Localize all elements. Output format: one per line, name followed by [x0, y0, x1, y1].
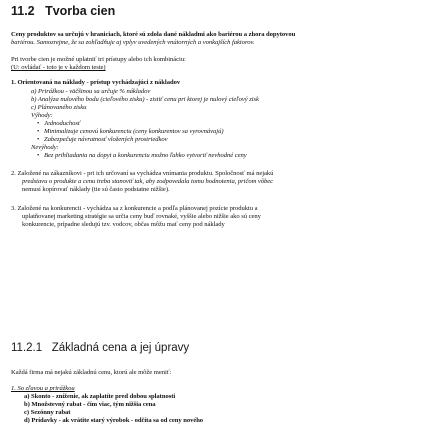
- subsection-title: Základná cena a jej úpravy: [51, 342, 190, 354]
- base-price-item-1: 1. So zľavou a prirážkou: [11, 385, 75, 392]
- base-price-line: Každá firma má nejakú základnú cenu, ktorú ale môže meniť:: [11, 369, 172, 376]
- base-price-item-b: b) Množstevný rabat - čím viac, tým nižšia cena: [24, 401, 156, 408]
- approach-3-line-2: uplatňovanej marketing stratégie sa určia ceny buď rovnaké, vyššie alebo nižšie ako sú ceny: [22, 213, 261, 220]
- approach-3-line-3: konkurencie, prípadne sledujú tzv. vodcov, občas môžu mať ceny pod náklady: [22, 221, 225, 228]
- section-number: 11.2: [11, 4, 35, 18]
- subsection-heading: [11, 342, 189, 354]
- approach-1-item-a: a) Prirážkou - väčšinou sa určuje % nákladov: [31, 88, 151, 95]
- cons-label: Nevýhody:: [31, 144, 59, 151]
- approach-2-line-2: predstavu o produkte a cenu treba stanoviť tak, aby zodpovedala tomu hodnotenia, pričom vôbec: [22, 178, 274, 185]
- base-price-item-c: c) Sezónny rabat: [24, 409, 71, 416]
- approach-1-item-c: c) Plánovaného zisku: [31, 104, 87, 111]
- approach-2-line-3: nemusí kopírovať náklady (tie sú často podstatne nižšie).: [22, 186, 170, 193]
- section-heading: [11, 4, 115, 18]
- approach-2-line-1: 2. Založené na zákazníkovi - pri ich určovaní sa vychádza vnímania produktu. Spoločnosť má nejakú: [11, 170, 274, 177]
- pros-label: Výhody:: [31, 112, 53, 119]
- intro-line-1: Ceny produktov sa určujú v hraniciach, ktoré sú zdola dané nákladmi ako bariérou a zhora dopytovou: [11, 31, 296, 38]
- cons-item: • Bez prihliadania na dopyt a konkurenciu možno ľahko vytvoriť nevhodné ceny: [44, 152, 247, 160]
- approach-1-heading: 1. Orientovaná na náklady - prístup vychádzajúci z nákladov: [11, 79, 181, 86]
- intro-line-2: bariérou. Samozrejme, že sa zohľadňuje aj vplyv uvedených vnútorných a vonkajších faktorov.: [11, 39, 255, 46]
- subsection-number: 11.2.1: [11, 342, 43, 354]
- pros-item: • Zabezpečuje návratnosť vložených prostriedkov: [44, 136, 168, 144]
- base-price-item-d: d) Prídavky - ak vrátite starý výrobok - odčíta sa od ceny nového: [24, 417, 204, 424]
- approach-1-item-b: b) Analýza nulového bodu (cieľového zisku) - zistiť cenu pri ktorej je nulový cieľový zisk: [31, 96, 259, 103]
- pros-item: • Jednoduchosť: [44, 120, 80, 128]
- base-price-item-a: a) Skonto - zníženie, ak zaplatíte pred dobou splatnosti: [24, 393, 176, 400]
- pros-item: • Minimalizuje cenovú konkurenciu (ceny konkurentov sa vyrovnávajú): [44, 128, 223, 136]
- approach-3-line-1: 3. Založené na konkurencii - vychádza sa z konkurencie a podľa plánovanej pozície produktu a: [11, 205, 258, 212]
- note-line-1: Pri tvorbe cien je možné uplatniť tri prístupy alebo ich kombináciu:: [11, 56, 186, 63]
- note-line-2: (U: ovládať - toto je v každom teste): [11, 64, 106, 71]
- section-title: Tvorba cien: [45, 4, 116, 18]
